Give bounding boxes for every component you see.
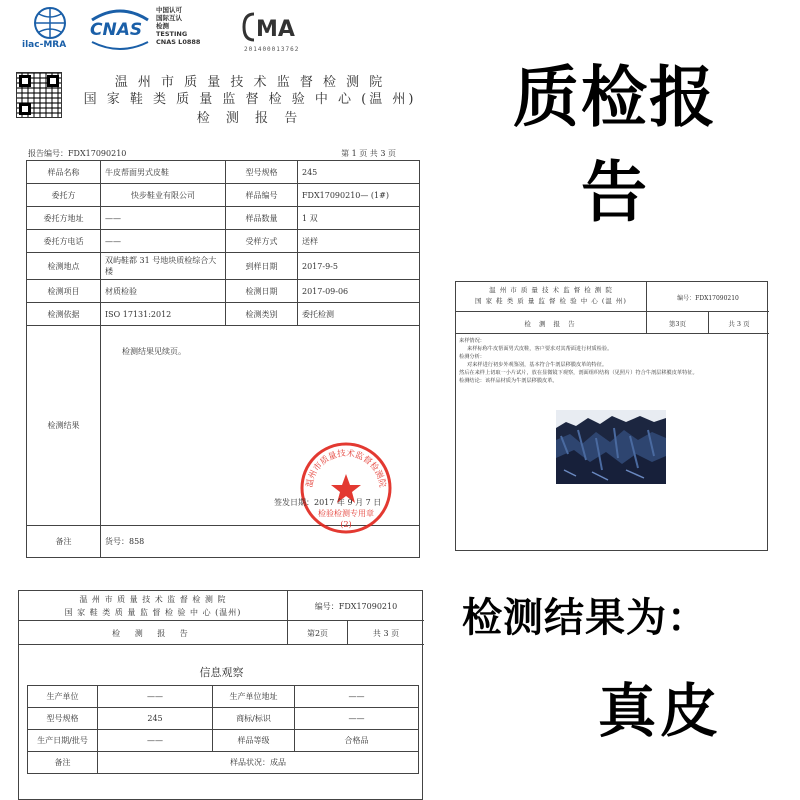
header-org-line1: 温 州 市 质 量 技 术 监 督 检 测 院	[114, 75, 386, 90]
field-label: 商标/标识	[213, 708, 295, 730]
table-row	[27, 230, 420, 253]
cnas-info-line: TESTING	[156, 30, 188, 38]
remark-value: 货号：858	[101, 526, 420, 558]
cma-code: 201400013762	[244, 46, 300, 53]
page-title: 质检报告	[513, 59, 717, 231]
table-row	[28, 730, 419, 752]
table-row	[28, 752, 419, 774]
table-row	[27, 184, 420, 207]
field-label: 生产日期/批号	[28, 730, 98, 752]
cnas-logo	[88, 6, 152, 52]
field-value: 245	[298, 161, 420, 184]
table-row	[28, 708, 419, 730]
qr-code-icon	[16, 72, 62, 118]
field-value: ——	[98, 730, 213, 752]
cma-mark-icon	[240, 8, 310, 46]
report3-page	[18, 590, 423, 800]
report2-org	[456, 285, 646, 307]
field-label: 到样日期	[226, 253, 298, 280]
report3-table	[27, 685, 419, 774]
report3-number: 编号：FDX17090210	[287, 591, 424, 621]
table-row	[27, 303, 420, 326]
field-value: 1 双	[298, 207, 420, 230]
cnas-info-line: 中国认可	[156, 6, 182, 14]
report2-number: 编号：FDX17090210	[646, 282, 769, 312]
field-value: ——	[101, 207, 226, 230]
field-label: 委托方电话	[27, 230, 101, 253]
cnas-text: CNAS	[90, 20, 143, 40]
leather-cross-section-icon	[556, 410, 666, 484]
field-label: 检测依据	[27, 303, 101, 326]
field-value: 双屿鞋都 31 号地块质检综合大楼	[101, 253, 226, 280]
ilac-text: ilac-MRA	[22, 40, 67, 50]
report2-body	[459, 337, 765, 385]
report2-title: 检 测 报 告	[524, 320, 578, 328]
field-value: ——	[101, 230, 226, 253]
cma-logo	[240, 8, 310, 56]
field-label: 委托方	[27, 184, 101, 207]
ilac-mra-logo	[22, 6, 78, 52]
field-label: 检测日期	[226, 280, 298, 303]
field-label: 检测类别	[226, 303, 298, 326]
seal-arc-text: 温州市质量技术监督检测院	[304, 448, 388, 489]
ilac-globe-icon	[22, 6, 78, 40]
field-value: 牛皮帮面男式皮鞋	[101, 161, 226, 184]
header-org-line2: 国 家 鞋 类 质 量 监 督 检 验 中 心 (温 州)	[83, 92, 417, 107]
field-label: 检测地点	[27, 253, 101, 280]
field-value: ——	[295, 686, 419, 708]
remark-label: 备注	[27, 526, 101, 558]
report2-subheader	[456, 312, 769, 334]
seal-number: (2)	[340, 520, 352, 529]
report2-header	[456, 282, 769, 312]
result-label: 检测结果	[27, 326, 101, 526]
field-label: 样品名称	[27, 161, 101, 184]
table-row	[28, 686, 419, 708]
report3-org-line1: 温 州 市 质 量 技 术 监 督 检 测 院	[79, 595, 227, 604]
report1-meta	[26, 146, 422, 160]
report2-page	[455, 281, 768, 551]
seal-text2: 检验检测专用章	[318, 509, 374, 518]
cnas-info-line: 国际互认	[156, 14, 182, 22]
report1-page: 第 1 页 共 3 页	[341, 149, 396, 158]
field-value: 245	[98, 708, 213, 730]
report1-number: 报告编号：FDX17090210	[28, 149, 127, 158]
field-label: 受样方式	[226, 230, 298, 253]
field-label: 型号规格	[226, 161, 298, 184]
result-value: 真皮	[597, 677, 722, 745]
report2-line: 检测结论：该样品材质为牛剖层移膜皮革。	[459, 378, 558, 384]
field-label: 生产单位	[28, 686, 98, 708]
result-text: 检测结果见续页。	[122, 347, 186, 356]
remark-value: 样品状况：成品	[98, 752, 419, 774]
report3-header	[19, 591, 424, 621]
result-heading: 检测结果为：	[462, 595, 708, 641]
remark-label: 备注	[28, 752, 98, 774]
table-row	[27, 207, 420, 230]
field-label: 样品等级	[213, 730, 295, 752]
accreditation-logos	[0, 0, 420, 60]
field-value: 材质检验	[101, 280, 226, 303]
field-value: 合格品	[295, 730, 419, 752]
report2-total: 共 3 页	[708, 312, 769, 334]
report3-page-no: 第2页	[287, 621, 347, 645]
report3-total: 共 3 页	[347, 621, 424, 645]
field-value: ISO 17131:2012	[101, 303, 226, 326]
header-report-title: 检 测 报 告	[196, 111, 304, 126]
table-row	[27, 161, 420, 184]
report2-line: 检测分析：	[459, 354, 485, 360]
field-label: 检测项目	[27, 280, 101, 303]
info-observation-title: 信息观察	[199, 666, 244, 679]
report3-org-line2: 国 家 鞋 类 质 量 监 督 检 验 中 心 (温州)	[64, 608, 242, 617]
field-value: 2017-9-5	[298, 253, 420, 280]
micrograph-image	[556, 410, 666, 484]
cma-text: MA	[256, 17, 295, 42]
field-value: 送样	[298, 230, 420, 253]
field-label: 委托方地址	[27, 207, 101, 230]
report2-page-no: 第3页	[646, 312, 708, 334]
report3-org	[19, 593, 287, 619]
cnas-info-line: CNAS L0888	[156, 38, 201, 46]
report2-line: 对来样进行初步外观鉴别，基本符合牛剖层移膜皮革的特征。	[467, 362, 608, 368]
report2-line: 来样情况：	[459, 338, 485, 344]
field-value: 2017-09-06	[298, 280, 420, 303]
report-header	[70, 74, 430, 127]
table-row	[27, 253, 420, 280]
field-value: ——	[295, 708, 419, 730]
field-value: 快步鞋业有限公司	[101, 184, 226, 207]
report2-org-line2: 国 家 鞋 类 质 量 监 督 检 验 中 心 (温 州)	[475, 297, 627, 305]
cnas-info	[156, 6, 200, 46]
field-label: 样品数量	[226, 207, 298, 230]
field-value: FDX17090210— (1#)	[298, 184, 420, 207]
field-label: 生产单位地址	[213, 686, 295, 708]
cnas-info-line: 检测	[156, 22, 169, 30]
table-row	[27, 280, 420, 303]
field-label: 型号规格	[28, 708, 98, 730]
issue-date: 签发日期：2017 年 9 月 7 日	[274, 498, 382, 507]
report2-line: 来样标称牛皮帮面男式皮鞋，客户要求对其帮面进行材质检验。	[467, 346, 613, 352]
field-label: 样品编号	[226, 184, 298, 207]
official-seal-icon	[296, 438, 396, 538]
field-value: ——	[98, 686, 213, 708]
field-value: 委托检测	[298, 303, 420, 326]
report2-line: 然后在来样上切取一小片试片，放在显微镜下观察，剖面组织结构（见照片）符合牛剖层移膜皮革特征。	[459, 370, 698, 376]
report2-org-line1: 温 州 市 质 量 技 术 监 督 检 测 院	[489, 286, 613, 294]
report3-title: 检 测 报 告	[112, 629, 194, 638]
report3-subheader	[19, 621, 424, 645]
